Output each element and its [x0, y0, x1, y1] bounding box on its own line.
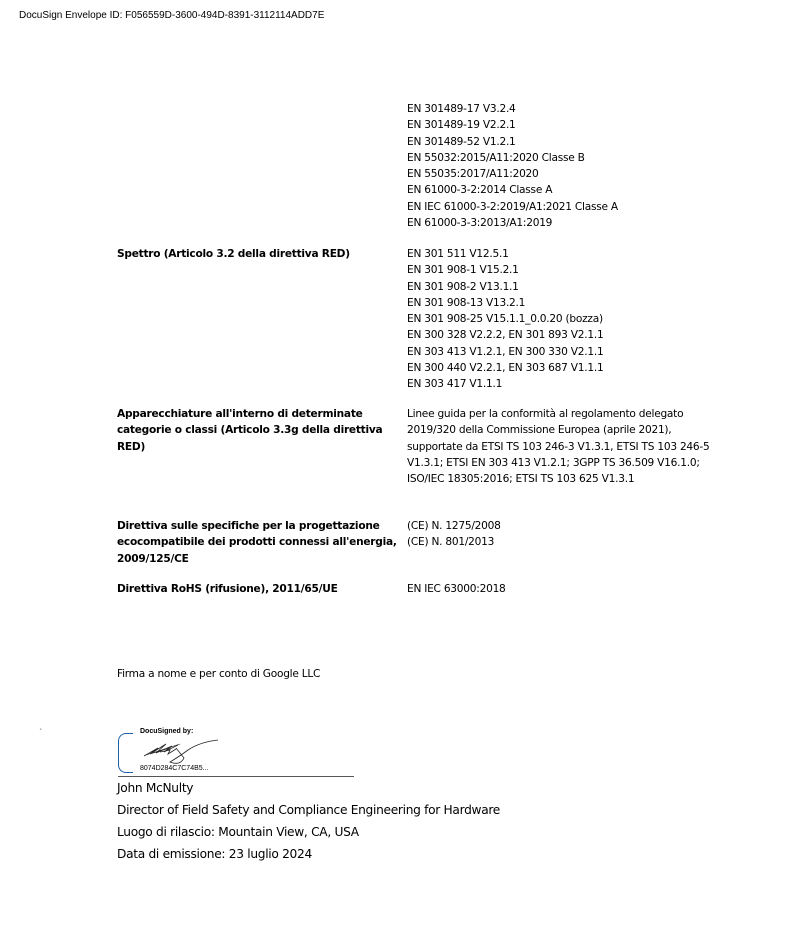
- issue-date: Data di emissione: 23 luglio 2024: [117, 847, 312, 861]
- label-line: Apparecchiature all'interno di determinate: [117, 408, 363, 420]
- standard-item: EN 61000-3-2:2014 Classe A: [407, 184, 553, 197]
- standard-item: EN 55035:2017/A11:2020: [407, 168, 539, 181]
- standard-item: EN 301489-19 V2.2.1: [407, 119, 516, 132]
- envelope-id: DocuSign Envelope ID: F056559D-3600-494D-8391-3112114ADD7E: [19, 10, 325, 21]
- ecodesign-value: [407, 518, 737, 551]
- on-behalf-text: Firma a nome e per conto di Google LLC: [117, 668, 321, 680]
- standard-item: EN 301 908-25 V15.1.1_0.0.20 (bozza): [407, 313, 603, 326]
- rohs-label: Direttiva RoHS (rifusione), 2011/65/UE: [117, 583, 338, 595]
- equipment-value: [407, 406, 737, 487]
- standard-item: EN 301 908-13 V13.2.1: [407, 296, 526, 309]
- standard-item: EN IEC 61000-3-2:2019/A1:2021 Classe A: [407, 200, 618, 213]
- rohs-value: EN IEC 63000:2018: [407, 583, 506, 595]
- stray-mark: `: [39, 728, 43, 737]
- ecodesign-label: [117, 518, 397, 567]
- equipment-label: [117, 406, 387, 455]
- standard-item: EN 61000-3-3:2013/A1:2019: [407, 217, 553, 230]
- regulation-item: (CE) N. 1275/2008: [407, 520, 501, 532]
- standard-item: EN 303 417 V1.1.1: [407, 378, 503, 391]
- value-line: 2019/320 della Commissione Europea (aprile 2021),: [407, 424, 672, 437]
- label-line: ecocompatibile dei prodotti connessi all'energia,: [117, 536, 397, 549]
- standard-item: EN 301489-52 V1.2.1: [407, 135, 516, 148]
- value-line: V1.3.1; ETSI EN 303 413 V1.2.1; 3GPP TS 36.509 V16.1.0;: [407, 456, 700, 469]
- standard-item: EN 301 908-2 V13.1.1: [407, 280, 519, 293]
- standard-item: EN 300 440 V2.2.1, EN 303 687 V1.1.1: [407, 362, 604, 375]
- standard-item: EN 55032:2015/A11:2020 Classe B: [407, 151, 585, 164]
- value-line: supportate da ETSI TS 103 246-3 V1.3.1, ETSI TS 103 246-5: [407, 440, 710, 453]
- spectrum-standards-list: [407, 246, 737, 393]
- emc-standards-list: [407, 101, 737, 231]
- docusigned-label: DocuSigned by:: [140, 728, 194, 735]
- value-line: ISO/IEC 18305:2016; ETSI TS 103 625 V1.3.1: [407, 473, 635, 486]
- label-line: 2009/125/CE: [117, 552, 189, 565]
- signatory-details: [117, 777, 500, 865]
- issue-place: Luogo di rilascio: Mountain View, CA, USA: [117, 825, 359, 839]
- label-line: categorie o classi (Articolo 3.3g della direttiva: [117, 424, 383, 437]
- signature-bracket: [118, 733, 133, 773]
- signatory-name: John McNulty: [117, 781, 194, 795]
- standard-item: EN 301 511 V12.5.1: [407, 248, 509, 260]
- standard-item: EN 300 328 V2.2.2, EN 301 893 V2.1.1: [407, 329, 604, 342]
- value-line: Linee guida per la conformità al regolamento delegato: [407, 408, 684, 420]
- handwritten-signature-icon: [140, 736, 220, 766]
- docusign-id: 8074D284C7C74B5...: [140, 765, 209, 772]
- spectrum-label: Spettro (Articolo 3.2 della direttiva RED): [117, 248, 350, 260]
- regulation-item: (CE) N. 801/2013: [407, 536, 495, 549]
- label-line: Direttiva sulle specifiche per la progettazione: [117, 520, 380, 532]
- standard-item: EN 303 413 V1.2.1, EN 300 330 V2.1.1: [407, 345, 604, 358]
- standard-item: EN 301489-17 V3.2.4: [407, 103, 516, 115]
- standard-item: EN 301 908-1 V15.2.1: [407, 264, 519, 277]
- signatory-title: Director of Field Safety and Compliance Engineering for Hardware: [117, 803, 501, 817]
- docusign-signature-block: [118, 728, 354, 778]
- label-line: RED): [117, 440, 146, 453]
